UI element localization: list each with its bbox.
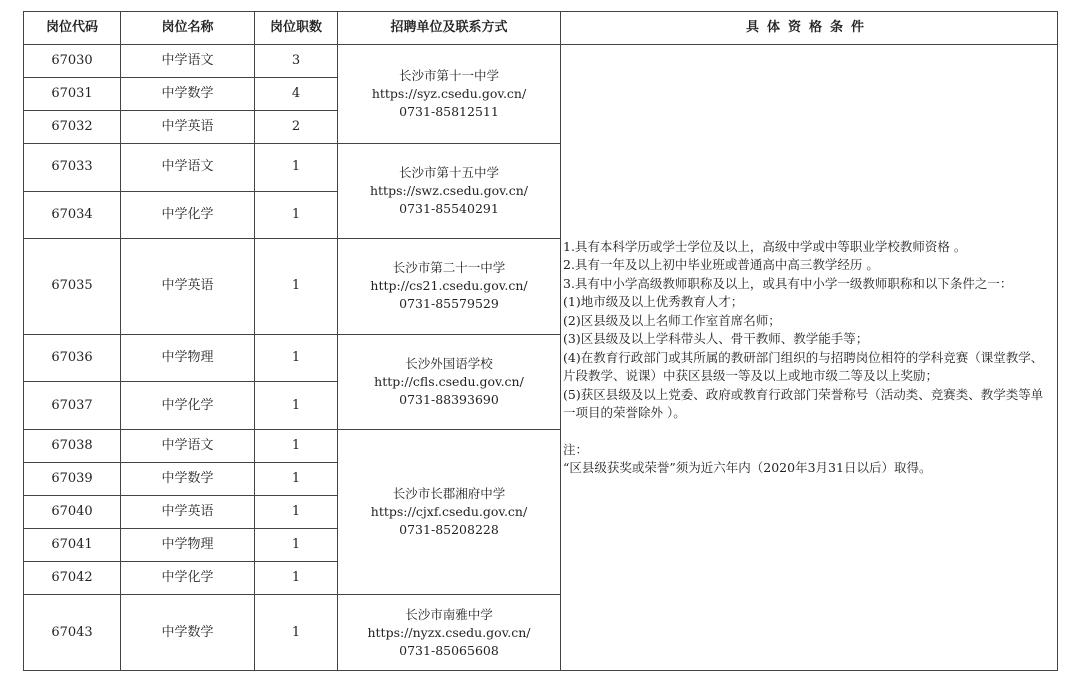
post-name: 中学语文 — [121, 45, 255, 78]
requirement-item: (4)在教育行政部门或其所属的教研部门组织的与招聘岗位相符的学科竞赛（课堂教学、片段教学、说课）中获区县级一等及以上或地市级二等及以上奖励； — [563, 349, 1044, 383]
post-name: 中学化学 — [121, 191, 255, 239]
post-code: 67040 — [24, 496, 121, 529]
note-label: 注： — [563, 441, 589, 457]
header-count: 岗位职数 — [255, 12, 338, 45]
requirement-item: 3.具有中小学高级教师职称及以上，或具有中小学一级教师职称和以下条件之一： — [563, 275, 1013, 291]
post-name: 中学英语 — [121, 496, 255, 529]
post-name: 中学数学 — [121, 595, 255, 671]
post-count: 1 — [255, 334, 338, 382]
post-name: 中学化学 — [121, 561, 255, 594]
spacer — [563, 423, 1051, 441]
post-code: 67041 — [24, 528, 121, 561]
unit-url: https://swz.csedu.gov.cn/ — [369, 183, 528, 199]
unit-name: 长沙市第十一中学 — [398, 67, 499, 83]
unit-cell — [338, 334, 561, 429]
post-code: 67032 — [24, 110, 121, 143]
requirement-item: (2)区县级及以上名师工作室首席名师； — [563, 312, 781, 328]
unit-phone: 0731-85208228 — [399, 522, 499, 538]
unit-url: https://cjxf.csedu.gov.cn/ — [370, 504, 528, 520]
post-name: 中学语文 — [121, 143, 255, 191]
unit-name: 长沙外国语学校 — [405, 355, 493, 371]
post-name: 中学物理 — [121, 528, 255, 561]
post-count: 1 — [255, 143, 338, 191]
post-count: 1 — [255, 496, 338, 529]
post-name: 中学化学 — [121, 382, 255, 430]
requirements-cell — [561, 45, 1058, 671]
unit-name: 长沙市长郡湘府中学 — [392, 486, 506, 502]
unit-cell — [338, 430, 561, 595]
unit-cell — [338, 45, 561, 144]
post-name: 中学英语 — [121, 239, 255, 334]
post-code: 67034 — [24, 191, 121, 239]
unit-name: 长沙市南雅中学 — [405, 606, 493, 622]
header-requirements: 具体资格条件 — [561, 12, 1058, 45]
post-code: 67043 — [24, 595, 121, 671]
unit-url: http://cfls.csedu.gov.cn/ — [374, 373, 524, 389]
post-code: 67036 — [24, 334, 121, 382]
post-code: 67035 — [24, 239, 121, 334]
post-count: 2 — [255, 110, 338, 143]
post-count: 1 — [255, 595, 338, 671]
post-code: 67042 — [24, 561, 121, 594]
unit-url: http://cs21.csedu.gov.cn/ — [370, 278, 528, 294]
requirement-item: (5)获区县级及以上党委、政府或教育行政部门荣誉称号（活动类、竞赛类、教学类等单一项目的荣誉除外 ）。 — [563, 386, 1044, 420]
unit-cell — [338, 239, 561, 334]
post-code: 67039 — [24, 463, 121, 496]
requirement-item: (3)区县级及以上学科带头人、骨干教师、教学能手等； — [563, 331, 869, 346]
post-count: 4 — [255, 77, 338, 110]
unit-cell — [338, 595, 561, 671]
unit-phone: 0731-88393690 — [399, 391, 499, 407]
recruitment-table — [23, 11, 1058, 671]
unit-name: 长沙市第二十一中学 — [392, 260, 506, 276]
post-code: 67038 — [24, 430, 121, 463]
post-name: 中学语文 — [121, 430, 255, 463]
post-name: 中学物理 — [121, 334, 255, 382]
unit-phone: 0731-85579529 — [399, 296, 499, 312]
unit-phone: 0731-85540291 — [399, 201, 499, 217]
post-count: 1 — [255, 561, 338, 594]
note-text: “区县级获奖或荣誉”须为近六年内（2020年3月31日以后）取得。 — [563, 460, 932, 475]
unit-url: https://nyzx.csedu.gov.cn/ — [367, 624, 531, 640]
post-code: 67030 — [24, 45, 121, 78]
table-header-row — [24, 12, 1058, 45]
post-count: 1 — [255, 191, 338, 239]
post-code: 67037 — [24, 382, 121, 430]
header-name: 岗位名称 — [121, 12, 255, 45]
header-code: 岗位代码 — [24, 12, 121, 45]
post-count: 3 — [255, 45, 338, 78]
header-unit: 招聘单位及联系方式 — [338, 12, 561, 45]
unit-phone: 0731-85812511 — [399, 103, 499, 119]
unit-name: 长沙市第十五中学 — [398, 165, 499, 181]
post-count: 1 — [255, 382, 338, 430]
post-count: 1 — [255, 463, 338, 496]
post-name: 中学数学 — [121, 77, 255, 110]
requirement-item: 1.具有本科学历或学士学位及以上，高级中学或中等职业学校教师资格 。 — [563, 238, 967, 254]
table-row — [24, 45, 1058, 78]
post-code: 67033 — [24, 143, 121, 191]
post-name: 中学数学 — [121, 463, 255, 496]
post-count: 1 — [255, 430, 338, 463]
unit-cell — [338, 143, 561, 238]
unit-url: https://syz.csedu.gov.cn/ — [371, 85, 527, 101]
post-code: 67031 — [24, 77, 121, 110]
requirement-item: 2.具有一年及以上初中毕业班或普通高中高三教学经历 。 — [563, 257, 879, 272]
requirement-item: (1)地市级及以上优秀教育人才； — [563, 294, 744, 309]
post-count: 1 — [255, 239, 338, 334]
post-name: 中学英语 — [121, 110, 255, 143]
unit-phone: 0731-85065608 — [399, 642, 499, 658]
post-count: 1 — [255, 528, 338, 561]
